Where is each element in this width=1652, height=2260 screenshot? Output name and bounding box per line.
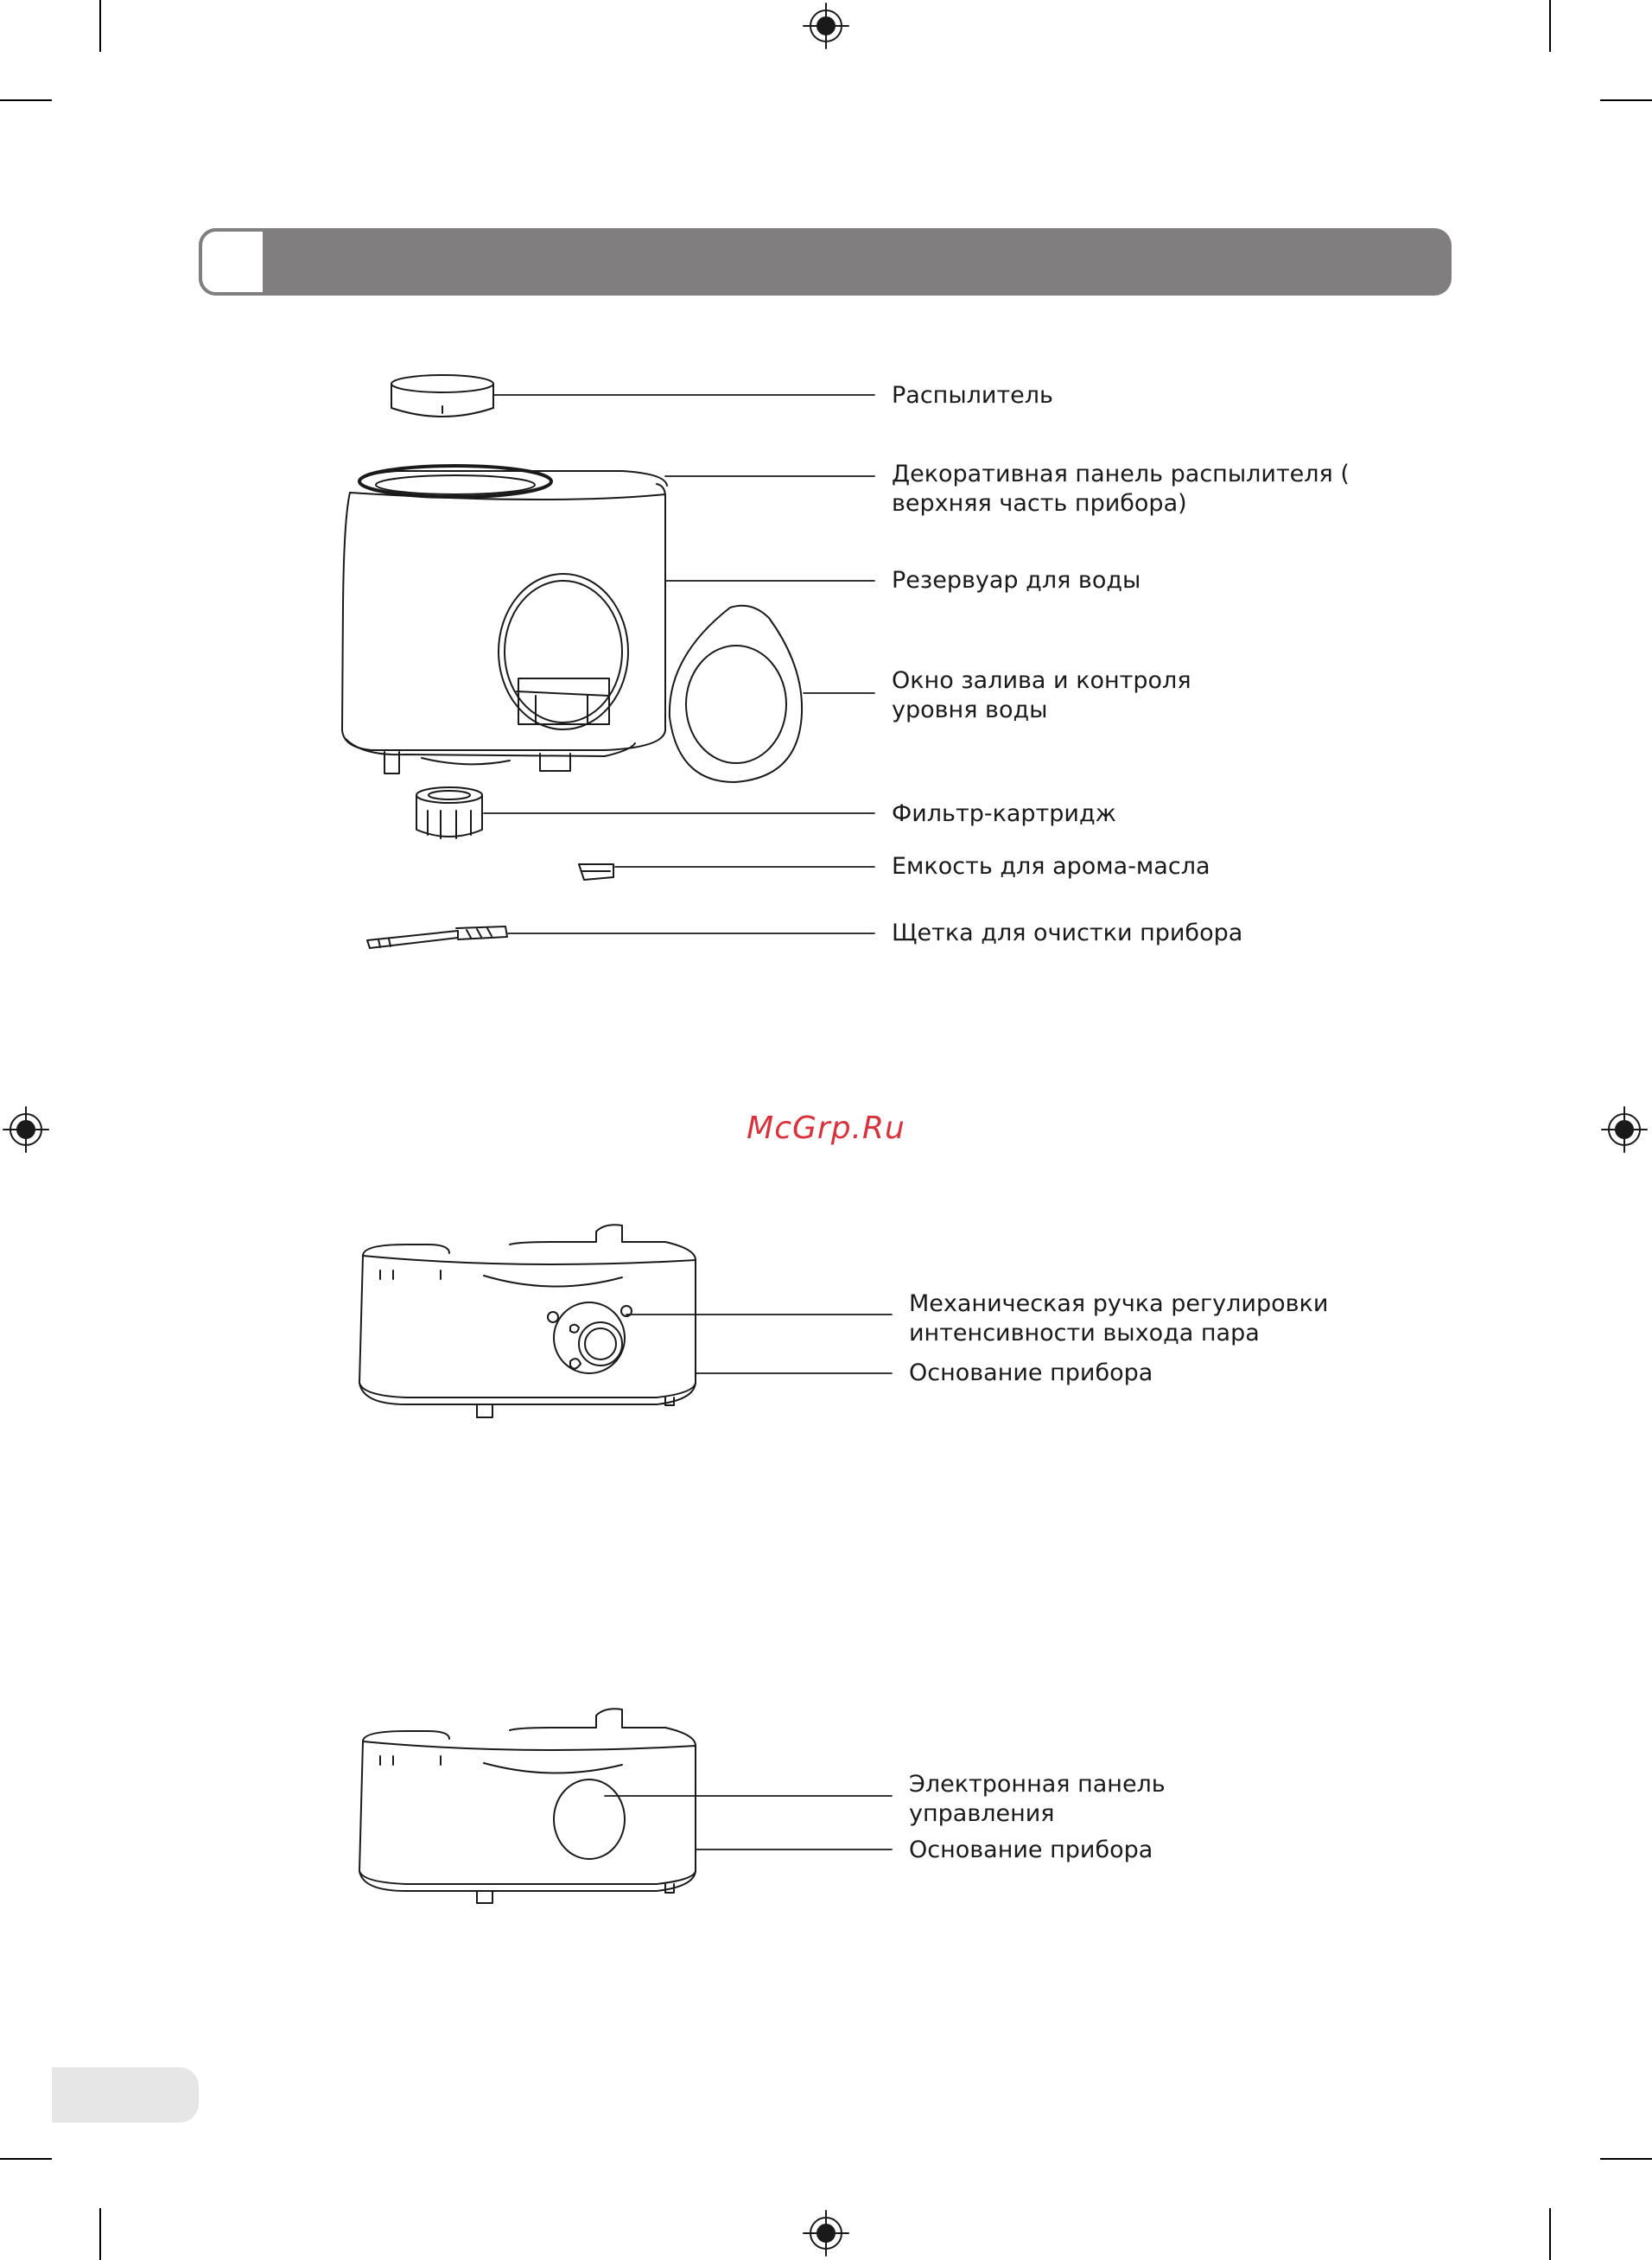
- registration-mark-bottom: [804, 2211, 848, 2256]
- watermark: McGrp.Ru: [747, 1111, 905, 1146]
- label-sprayer: Распылитель: [892, 382, 1053, 409]
- sprayer-illustration: [391, 375, 493, 417]
- label-electronic-panel-cont: управления: [909, 1800, 1055, 1827]
- label-filter: Фильтр-картридж: [892, 800, 1116, 827]
- decor-panel-illustration: [359, 466, 667, 497]
- label-base-mechanical: Основание прибора: [909, 1359, 1153, 1386]
- label-cleaning-brush: Щетка для очистки прибора: [892, 920, 1243, 946]
- label-decor-panel: Декоративная панель распылителя (: [892, 461, 1350, 487]
- registration-mark-top: [804, 3, 848, 48]
- filter-cartridge-illustration: [416, 787, 482, 838]
- label-fill-window-cont: уровня воды: [892, 697, 1048, 723]
- cleaning-brush-illustration: [367, 926, 507, 948]
- label-base-electronic: Основание прибора: [909, 1837, 1153, 1863]
- water-tank-illustration: [342, 484, 665, 773]
- label-water-tank: Резервуар для воды: [892, 567, 1141, 594]
- label-mech-knob-cont: интенсивности выхода пара: [909, 1320, 1260, 1346]
- label-aroma-container: Емкость для арома-масла: [892, 853, 1210, 880]
- leader-lines-bases: [605, 1315, 892, 1849]
- fill-window-illustration: [670, 606, 802, 782]
- label-fill-window: Окно залива и контроля: [892, 667, 1191, 694]
- base-mechanical-illustration: [359, 1225, 696, 1417]
- label-decor-panel-cont: верхняя часть прибора): [892, 490, 1187, 517]
- aroma-container-illustration: [579, 864, 613, 880]
- label-mech-knob: Механическая ручка регулировки: [909, 1290, 1329, 1317]
- base-electronic-illustration: [359, 1709, 696, 1903]
- label-electronic-panel: Электронная панель: [909, 1771, 1166, 1798]
